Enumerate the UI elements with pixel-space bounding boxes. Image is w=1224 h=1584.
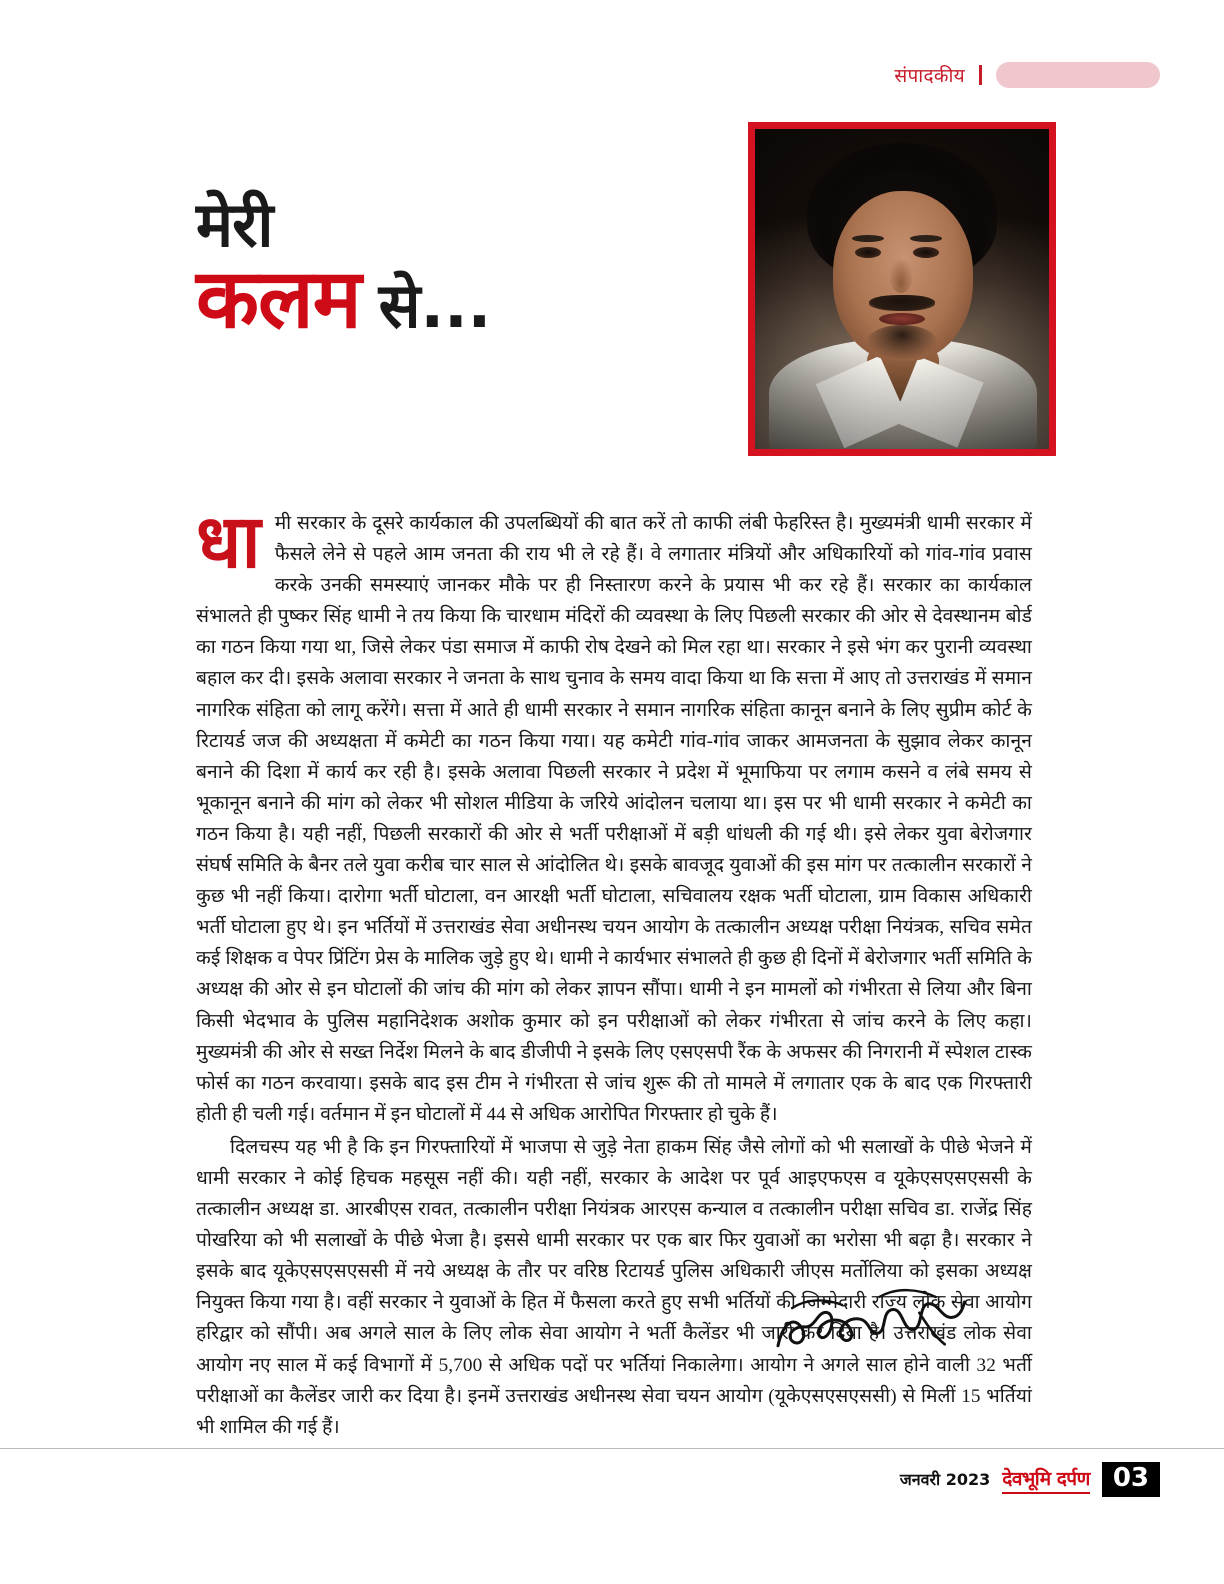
footer-page-number: 03 [1102, 1462, 1160, 1497]
article-dropcap: धा [196, 499, 261, 585]
header-section-strip [894, 62, 1160, 88]
footer-issue-date: जनवरी 2023 [899, 1470, 991, 1490]
portrait-vignette [755, 129, 1049, 449]
title-line-2 [196, 251, 716, 347]
article-paragraph: मी सरकार के दूसरे कार्यकाल की उपलब्धियों की बात करें तो काफी लंबी फेहरिस्त है। मुख्यमंत्री धामी सरकार में फैसले लेने से पहले आम जनता की राय भी ले रहे हैं। वे लगातार मंत्रियों और अधिकारियों को गांव-गांव प्रवास करके उनकी समस्याएं जानकर मौके पर ही निस्तारण करने के प्रयास भी कर रहे हैं। सरकार का कार्यकाल संभालते ही पुष्कर सिंह धामी ने तय किया कि चारधाम मंदिरों की व्यवस्था के लिए पिछली सरकार की ओर से देवस्थानम बोर्ड का गठन किया गया था, जिसे लेकर पंडा समाज में काफी रोष देखने को मिल रहा था। सरकार ने इसे भंग कर पुरानी व्यवस्था बहाल कर दी। इसके अलावा सरकार ने जनता के साथ चुनाव के समय वादा किया था कि सत्ता में आए तो उत्तराखंड में समान नागरिक संहिता को लागू करेंगे। सत्ता में आते ही धामी सरकार ने समान नागरिक संहिता कानून बनाने के लिए सुप्रीम कोर्ट के रिटायर्ड जज की अध्यक्षता में कमेटी का गठन किया गया। यह कमेटी गांव-गांव जाकर आमजनता के सुझाव लेकर कानून बनाने की दिशा में कार्य कर रही है। इसके अलावा पिछली सरकार ने प्रदेश में भूमाफिया पर लगाम कसने व लंबे समय से भूकानून बनाने की मांग को लेकर भी सोशल मीडिया के जरिये आंदोलन चलाया था। इस पर भी धामी सरकार ने कमेटी का गठन किया है। यही नहीं, पिछली सरकारों की ओर से भर्ती परीक्षाओं में बड़ी धांधली की गई थी। इसे लेकर युवा बेरोजगार संघर्ष समिति के बैनर तले युवा करीब चार साल से आंदोलित थे। इसके बावजूद युवाओं की इस मांग पर तत्कालीन सरकारों ने कुछ भी नहीं किया। दारोगा भर्ती घोटाला, वन आरक्षी भर्ती घोटाला, सचिवालय रक्षक भर्ती घोटाला, ग्राम विकास अधिकारी भर्ती घोटाला हुए थे। इन भर्तियों में उत्तराखंड सेवा अधीनस्थ चयन आयोग के तत्कालीन अध्यक्ष परीक्षा नियंत्रक, सचिव समेत कई शिक्षक व पेपर प्रिंटिंग प्रेस के मालिक जुड़े हुए थे। धामी ने कार्यभार संभालते ही कुछ ही दिनों में बेरोजगार भर्ती समिति के अध्यक्ष की ओर से इन घोटालों की जांच की मांग को लेकर ज्ञापन सौंपा। धामी ने इन मामलों को गंभीरता से लिया और बिना किसी भेदभाव के पुलिस महानिदेशक अशोक कुमार को इन परीक्षाओं को लेकर गंभीरता से जांच करने के लिए कहा। मुख्यमंत्री की ओर से सख्त निर्देश मिलने के बाद डीजीपी ने इसके लिए एसएसपी रैंक के अफसर की निगरानी में स्पेशल टास्क फोर्स का गठन करवाया। इसके बाद इस टीम ने गंभीरता से जांच शुरू की तो मामले में लगातार एक के बाद एक गिरफ्तारी होती ही चली गई। वर्तमान में इन घोटालों में 44 से अधिक आरोपित गिरफ्तार हो चुके हैं। [196, 513, 1033, 1125]
header-accent-pill [996, 62, 1160, 88]
page-title [196, 188, 716, 347]
header-separator [979, 65, 982, 85]
title-highlight-word: कलम [196, 251, 361, 347]
page-footer [900, 1462, 1160, 1497]
section-label: संपादकीय [894, 65, 965, 87]
editor-portrait-frame [748, 122, 1056, 456]
editor-portrait-image [755, 129, 1049, 449]
article-paragraph: दिलचस्प यह भी है कि इन गिरफ्तारियों में भाजपा से जुड़े नेता हाकम सिंह जैसे लोगों को भी सलाखों के पीछे भेजने में धामी सरकार ने कोई हिचक महसूस नहीं की। यही नहीं, सरकार के आदेश पर पूर्व आइएफएस व यूकेएसएसएससी के तत्कालीन अध्यक्ष डा. आरबीएस रावत, तत्कालीन परीक्षा नियंत्रक आरएस कन्याल व तत्कालीन परीक्षा सचिव डा. राजेंद्र सिंह पोखरिया को भी सलाखों के पीछे भेजा है। इससे धामी सरकार पर एक बार फिर युवाओं का भरोसा भी बढ़ा है। सरकार ने इसके बाद यूकेएसएसएससी में नये अध्यक्ष के तौर पर वरिष्ठ रिटायर्ड पुलिस अधिकारी जीएस मर्तोलिया को इसका अध्यक्ष नियुक्त किया गया है। वहीं सरकार ने युवाओं के हित में फैसला करते हुए सभी भर्तियों की जिम्मेदारी राज्य लोक सेवा आयोग हरिद्वार को सौंपी। अब अगले साल के लिए लोक सेवा आयोग ने भर्ती कैलेंडर भी जारी कर दिया है। उत्तराखंड लोक सेवा आयोग नए साल में कई विभागों में 5,700 से अधिक पदों पर भर्तियां निकालेगा। आयोग ने अगले साल होने वाली 32 भर्ती परीक्षाओं का कैलेंडर जारी कर दिया है। इनमें उत्तराखंड अधीनस्थ सेवा चयन आयोग (यूकेएसएसएससी) से मिलीं 15 भर्तियां भी शामिल की गई हैं। [196, 1136, 1032, 1438]
footer-divider [0, 1448, 1224, 1449]
title-line-1: मेरी [196, 188, 273, 261]
footer-brand-name: देवभूमि दर्पण [1002, 1465, 1090, 1494]
title-tail-word: से... [378, 268, 492, 342]
